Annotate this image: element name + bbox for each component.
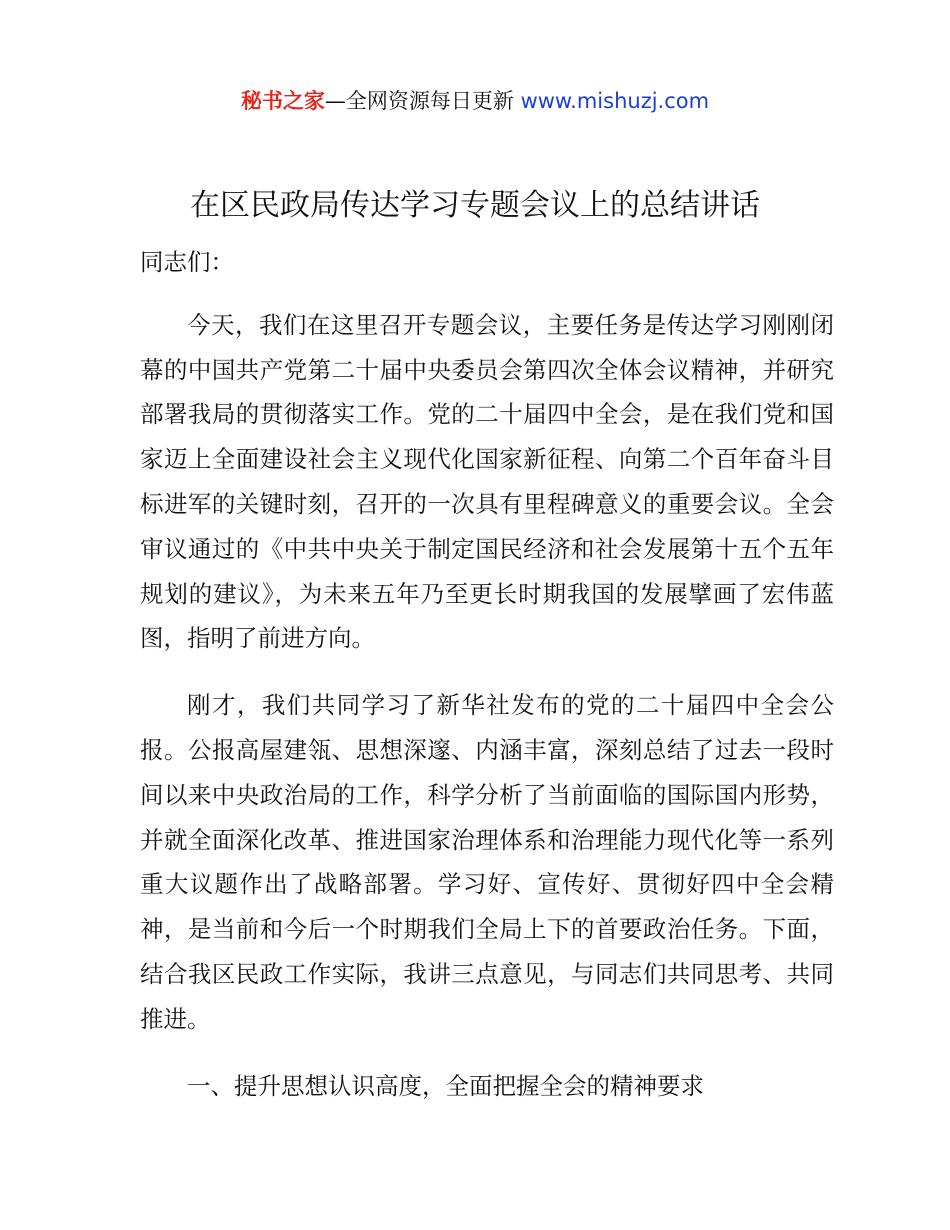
body-paragraph: 今天，我们在这里召开专题会议，主要任务是传达学习刚刚闭幕的中国共产党第二十届中央委员会第四次全体会议精神，并研究部署我局的贯彻落实工作。党的二十届四中全会，是在我们党和国家迈上全面建设社会主义现代化国家新征程、向第二个百年奋斗目标进军的关键时刻，召开的一次具有里程碑意义的重要会议。全会审议通过的《中共中央关于制定国民经济和社会发展第十五个五年规划的建议》，为未来五年乃至更长时期我国的发展擘画了宏伟蓝图，指明了前进方向。: [140, 310, 834, 653]
document-title: 在区民政局传达学习专题会议上的总结讲话: [190, 188, 760, 223]
site-brand: 秘书之家: [240, 89, 325, 113]
section-heading: 一、提升思想认识高度，全面把握全会的精神要求: [187, 1071, 704, 1100]
site-url-link[interactable]: www.mishuzj.com: [520, 89, 710, 113]
salutation: 同志们：: [140, 248, 234, 276]
body-paragraph: 刚才，我们共同学习了新华社发布的党的二十届四中全会公报。公报高屋建瓴、思想深邃、内涵丰富，深刻总结了过去一段时间以来中央政治局的工作，科学分析了当前面临的国际国内形势，并就全面深化改革、推进国家治理体系和治理能力现代化等一系列重大议题作出了战略部署。学习好、宣传好、贯彻好四中全会精神，是当前和今后一个时期我们全局上下的首要政治任务。下面，结合我区民政工作实际，我讲三点意见，与同志们共同思考、共同推进。: [140, 691, 834, 1033]
document-body: [140, 240, 834, 1108]
site-header: [0, 86, 950, 116]
site-tagline: —全网资源每日更新: [324, 89, 521, 113]
